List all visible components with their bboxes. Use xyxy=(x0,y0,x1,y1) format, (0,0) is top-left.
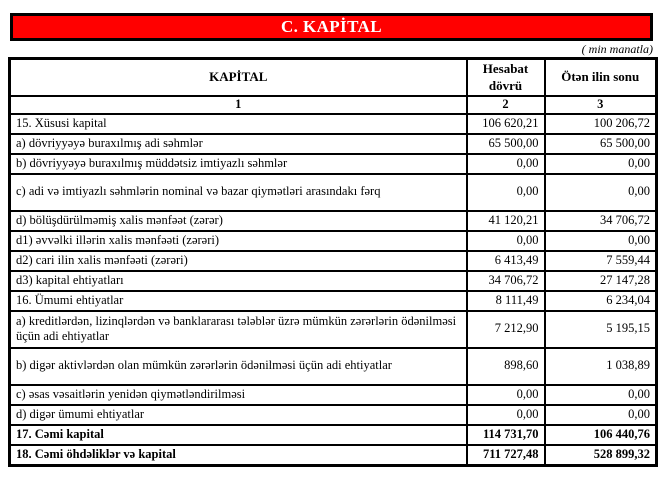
value-hesabat-dovru: 34 706,72 xyxy=(467,271,545,291)
value-oten-ilin-sonu: 34 706,72 xyxy=(545,211,657,231)
value-hesabat-dovru: 898,60 xyxy=(467,348,545,385)
table-row xyxy=(10,114,657,134)
value-hesabat-dovru: 711 727,48 xyxy=(467,445,545,466)
row-label: b) dövriyyəyə buraxılmış müddətsiz imtiyazlı səhmlər xyxy=(10,154,467,174)
row-label: 18. Cəmi öhdəliklər və kapital xyxy=(10,445,467,466)
value-oten-ilin-sonu: 528 899,32 xyxy=(545,445,657,466)
value-hesabat-dovru: 6 413,49 xyxy=(467,251,545,271)
row-label: 15. Xüsusi kapital xyxy=(10,114,467,134)
column-index-2: 2 xyxy=(467,96,545,114)
value-hesabat-dovru: 65 500,00 xyxy=(467,134,545,154)
row-label: d) digər ümumi ehtiyatlar xyxy=(10,405,467,425)
table-row xyxy=(10,231,657,251)
value-oten-ilin-sonu: 0,00 xyxy=(545,385,657,405)
table-row-total-capital xyxy=(10,425,657,445)
row-label: 17. Cəmi kapital xyxy=(10,425,467,445)
table-header-row xyxy=(10,59,657,97)
value-hesabat-dovru: 7 212,90 xyxy=(467,311,545,348)
value-hesabat-dovru: 0,00 xyxy=(467,174,545,211)
column-index-1: 1 xyxy=(10,96,467,114)
column-header-oten-ilin-sonu: Ötən ilin sonu xyxy=(545,59,657,97)
value-oten-ilin-sonu: 0,00 xyxy=(545,231,657,251)
value-oten-ilin-sonu: 27 147,28 xyxy=(545,271,657,291)
table-row xyxy=(10,385,657,405)
row-label: d3) kapital ehtiyatları xyxy=(10,271,467,291)
value-oten-ilin-sonu: 6 234,04 xyxy=(545,291,657,311)
row-label: a) dövriyyəyə buraxılmış adi səhmlər xyxy=(10,134,467,154)
column-header-hesabat-dovru: Hesabat dövrü xyxy=(467,59,545,97)
table-row xyxy=(10,251,657,271)
capital-table xyxy=(8,57,658,467)
section-banner xyxy=(10,13,653,41)
row-label: d2) cari ilin xalis mənfəəti (zərəri) xyxy=(10,251,467,271)
table-row xyxy=(10,134,657,154)
row-label: b) digər aktivlərdən olan mümkün zərərlərin ödənilməsi üçün adi ehtiyatlar xyxy=(10,348,467,385)
row-label: d1) əvvəlki illərin xalis mənfəəti (zərəri) xyxy=(10,231,467,251)
value-oten-ilin-sonu: 106 440,76 xyxy=(545,425,657,445)
value-hesabat-dovru: 106 620,21 xyxy=(467,114,545,134)
value-oten-ilin-sonu: 7 559,44 xyxy=(545,251,657,271)
row-label: a) kreditlərdən, lizinqlərdən və banklararası tələblər üzrə mümkün zərərlərin ödənilməsi üçün adi ehtiyatlar xyxy=(10,311,467,348)
table-row-total-liabilities-and-capital xyxy=(10,445,657,466)
table-row xyxy=(10,311,657,348)
value-oten-ilin-sonu: 0,00 xyxy=(545,174,657,211)
column-header-kapital: KAPİTAL xyxy=(10,59,467,97)
value-oten-ilin-sonu: 1 038,89 xyxy=(545,348,657,385)
row-label: c) əsas vəsaitlərin yenidən qiymətləndirilməsi xyxy=(10,385,467,405)
value-hesabat-dovru: 41 120,21 xyxy=(467,211,545,231)
table-row xyxy=(10,291,657,311)
value-oten-ilin-sonu: 65 500,00 xyxy=(545,134,657,154)
table-row xyxy=(10,405,657,425)
row-label: 16. Ümumi ehtiyatlar xyxy=(10,291,467,311)
column-index-3: 3 xyxy=(545,96,657,114)
table-row xyxy=(10,271,657,291)
row-label: c) adi və imtiyazlı səhmlərin nominal və bazar qiymətləri arasındakı fərq xyxy=(10,174,467,211)
value-oten-ilin-sonu: 5 195,15 xyxy=(545,311,657,348)
section-title: C. KAPİTAL xyxy=(281,17,382,36)
table-row xyxy=(10,154,657,174)
value-hesabat-dovru: 0,00 xyxy=(467,231,545,251)
table-row xyxy=(10,348,657,385)
table-row xyxy=(10,174,657,211)
value-oten-ilin-sonu: 0,00 xyxy=(545,154,657,174)
column-index-row xyxy=(10,96,657,114)
value-hesabat-dovru: 0,00 xyxy=(467,405,545,425)
value-hesabat-dovru: 0,00 xyxy=(467,154,545,174)
value-hesabat-dovru: 0,00 xyxy=(467,385,545,405)
units-note: ( min manatla) xyxy=(581,42,653,56)
table-row xyxy=(10,211,657,231)
value-oten-ilin-sonu: 100 206,72 xyxy=(545,114,657,134)
row-label: d) bölüşdürülməmiş xalis mənfəət (zərər) xyxy=(10,211,467,231)
value-hesabat-dovru: 8 111,49 xyxy=(467,291,545,311)
value-hesabat-dovru: 114 731,70 xyxy=(467,425,545,445)
value-oten-ilin-sonu: 0,00 xyxy=(545,405,657,425)
